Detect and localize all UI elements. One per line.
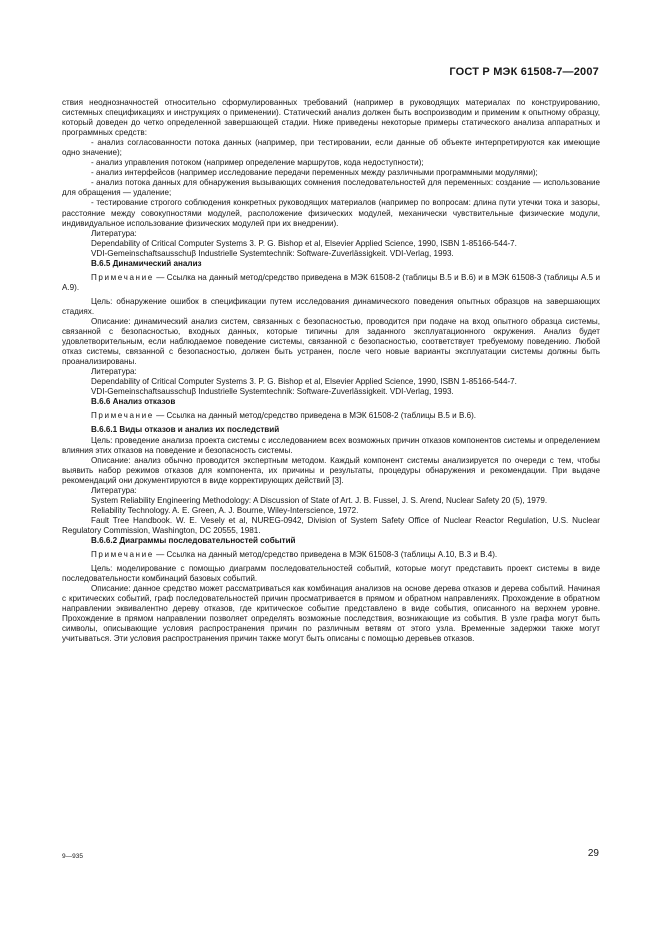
- list-item: - анализ интерфейсов (например исследование передачи переменных между различными программными модулями);: [91, 168, 538, 178]
- list-item: - анализ потока данных для обнаружения вызывающих сомнения последовательностей для переменных: создание — использование для обращения — удаление;: [62, 178, 600, 198]
- section-heading-b65: В.6.5 Динамический анализ: [91, 258, 202, 268]
- reference-bishop: Dependability of Critical Computer Systems 3. P. G. Bishop et al, Elsevier Applied Science, 1990, ISBN 1-85166-544-7.: [91, 238, 517, 248]
- note-text: — Ссылка на данный метод/средство приведена в МЭК 61508-2 (таблицы В.5 и В.6) и в МЭК 61508-3 (таблицы А.5 и А.9).: [62, 272, 600, 292]
- print-code: 9—935: [62, 853, 83, 860]
- goal-b662: Цель: моделирование с помощью диаграмм последовательностей событий, которые могут представить проект системы в виде последовательности комбинаций базовых событий.: [62, 564, 600, 584]
- note-b66: [62, 411, 600, 421]
- goal-b65: Цель: обнаружение ошибок в спецификации путем исследования динамического поведения опытных образцов на завершающих стадиях.: [62, 296, 600, 316]
- section-heading-b661: В.6.6.1 Виды отказов и анализ их последствий: [91, 425, 280, 435]
- section-heading-b662: В.6.6.2 Диаграммы последовательностей событий: [91, 535, 296, 545]
- description-b662: Описание: данное средство может рассматриваться как комбинация анализов на основе дерева отказов и дерева событий. Начиная с критических событий, граф последовательностей причин просматривается в прямом и обратном направлениях. Прохождение в обратном направлении эквивалентно дереву отказов, где критическое событие представлено в виде события, описанного на верхнем уровне. Прохождение в прямом направлении позволяет определять возможные последствия, возникающие из события. В узле графа могут быть символы, описывающие условия распространения причин по различным ветвям от этого узла. Временные задержки также могут учитываться. Эти условия распространения причин также могут быть описаны с помощью деревьев отказов.: [62, 584, 600, 644]
- literature-label: Литература:: [91, 367, 137, 377]
- document-code-header: ГОСТ Р МЭК 61508-7—2007: [449, 66, 599, 78]
- note-text: — Ссылка на данный метод/средство приведена в МЭК 61508-3 (таблицы А.10, В.3 и В.4).: [153, 550, 498, 560]
- literature-label: Литература:: [91, 485, 137, 495]
- reference-vdi: VDI-Gemeinschaftsausschuβ Industrielle Systemtechnik: Software-Zuverlässigkeit. VDI-Verlag, 1993.: [91, 387, 454, 397]
- note-b65: [62, 273, 600, 293]
- reference-vdi: VDI-Gemeinschaftsausschuβ Industrielle Systemtechnik: Software-Zuverlässigkeit. VDI-Verlag, 1993.: [91, 248, 454, 258]
- list-item: - анализ управления потоком (например определение маршрутов, кода недоступности);: [91, 158, 424, 168]
- section-heading-b66: В.6.6 Анализ отказов: [91, 397, 176, 407]
- page-body: [62, 98, 600, 644]
- intro-paragraph: ствия неоднозначностей относительно сформулированных требований (например в руководящих материалах по конструированию, системных спецификациях и инструкциях о применении). Статический анализ должен быть воспроизводим и применим к опытному образцу, который доведен до четко определенной завершающей стадии. Ниже приведены некоторые примеры статического анализа аппаратных и программных средств:: [62, 98, 600, 138]
- reference-green: Reliability Technology. A. E. Green, A. J. Bourne, Wiley-Interscience, 1972.: [91, 505, 359, 515]
- note-label: Примечание: [91, 272, 154, 282]
- page-number: 29: [587, 848, 599, 859]
- note-label: Примечание: [91, 411, 154, 421]
- note-text: — Ссылка на данный метод/средство приведена в МЭК 61508-2 (таблицы В.5 и В.6).: [153, 411, 477, 421]
- list-item: - тестирование строгого соблюдения конкретных руководящих материалов (например по вопросам: длина пути утечки тока и зазоры, расстояние между совокупностями модулей, расположение физических модулей, механически чувствительные физические модули, индивидуальное использование физических модулей при их внедрении).: [62, 198, 600, 228]
- literature-label: Литература:: [91, 228, 137, 238]
- reference-vesely: Fault Tree Handbook. W. E. Vesely et al, NUREG-0942, Division of System Safety Office of Nuclear Reactor Regulation, U.S. Nuclear Regulatory Commission, Washington, DC 20555, 1981.: [62, 515, 600, 535]
- reference-bishop: Dependability of Critical Computer Systems 3. P. G. Bishop et al, Elsevier Applied Science, 1990, ISBN 1-85166-544-7.: [91, 377, 517, 387]
- note-b662: [62, 550, 600, 560]
- description-b661: Описание: анализ обычно проводится экспертным методом. Каждый компонент системы анализируется по очереди с тем, чтобы выявить набор режимов отказов для компонента, их причины и результаты, процедуры обнаружения и рекомендации. При выдаче рекомендаций они документируются в виде корректирующих действий [3].: [62, 455, 600, 485]
- goal-b661: Цель: проведение анализа проекта системы с исследованием всех возможных причин отказов компонентов системы и определением влияния этих отказов на поведение и безопасность системы.: [62, 435, 600, 455]
- note-label: Примечание: [91, 550, 154, 560]
- description-b65: Описание: динамический анализ систем, связанных с безопасностью, проводится при подаче на вход опытного образца системы, связанной с безопасностью, входных данных, которые типичны для заданного эксплуатационного окружения. Анализ будет удовлетворительным, если наблюдаемое поведение системы, связанной с безопасностью, соответствует требуемому поведению. Любой отказ системы, связанной с безопасностью, должен быть устранен, после чего новые варианты эксплуатации системы должны быть проанализированы.: [62, 316, 600, 367]
- list-item: - анализ согласованности потока данных (например, при тестировании, если данные об объекте интерпретируются как имеющие одно значение);: [62, 138, 600, 158]
- reference-fussel: System Reliability Engineering Methodology: A Discussion of State of Art. J. B. Fussel, J. S. Arend, Nuclear Safety 20 (5), 1979.: [91, 495, 548, 505]
